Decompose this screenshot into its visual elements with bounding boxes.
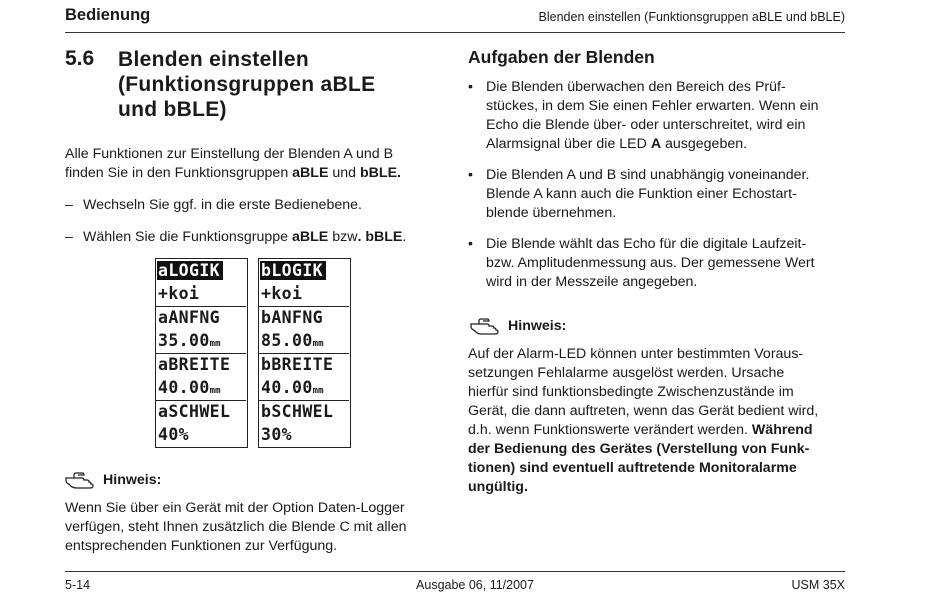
- lcd-cell: [259, 259, 349, 306]
- lcd-unit: mm: [209, 339, 221, 349]
- lcd-value: 35.00mm: [158, 331, 221, 350]
- note-line: hierfür sind funktionsbedingte Zwischenzustände im: [468, 384, 794, 400]
- lcd-cell: [259, 400, 349, 447]
- lcd-value: +koi: [261, 284, 303, 303]
- note-paragraph: [468, 345, 848, 497]
- pointing-hand-icon: [65, 471, 97, 489]
- subsection-heading: Aufgaben der Blenden: [468, 47, 655, 67]
- page-header-title: Bedienung: [65, 6, 151, 24]
- pointing-hand-icon: [470, 317, 502, 335]
- note-label: Hinweis:: [103, 472, 162, 488]
- led-label: A: [650, 136, 662, 152]
- lcd-display-a: [155, 258, 248, 448]
- note-paragraph: [65, 499, 445, 556]
- section-title-line: und bBLE): [118, 98, 227, 121]
- bullet-marker: •: [468, 79, 473, 95]
- group-name: bBLE.: [360, 165, 401, 181]
- lcd-cell: [156, 353, 246, 400]
- lcd-cell: [259, 353, 349, 400]
- bullet-text: Die Blende wählt das Echo für die digitale Laufzeit- bzw. Amplitudenmessung aus. Der gemessene Wert wird in der Messzeile angegeben.: [486, 236, 815, 290]
- lcd-cell: [156, 400, 246, 447]
- note-line: setzungen Fehlalarme ausgelöst werden. Ursache: [468, 365, 785, 381]
- lcd-function-group-selected: bLOGIK: [260, 261, 326, 280]
- lcd-function: bBREITE: [261, 355, 334, 374]
- intro-paragraph: [65, 145, 445, 183]
- lcd-cell: [156, 306, 246, 353]
- lcd-value: 40.00mm: [158, 378, 221, 397]
- lcd-cell: [259, 306, 349, 353]
- lcd-function-group-selected: aLOGIK: [157, 261, 223, 280]
- lcd-value: 40.00mm: [261, 378, 324, 397]
- dash-marker: –: [65, 197, 73, 213]
- note-line: Auf der Alarm-LED können unter bestimmten Voraus-: [468, 346, 804, 362]
- lcd-function: aBREITE: [158, 355, 231, 374]
- lcd-function: bANFNG: [261, 308, 324, 327]
- step-text: Wechseln Sie ggf. in die erste Bedienebene.: [83, 197, 362, 213]
- note-label: Hinweis:: [508, 318, 567, 334]
- note-line: verfügen, steht Ihnen zusätzlich die Blende C mit allen: [65, 519, 407, 535]
- note-line: entsprechenden Funktionen zur Verfügung.: [65, 538, 338, 554]
- lcd-function: bSCHWEL: [261, 402, 334, 421]
- lcd-unit: mm: [312, 386, 324, 396]
- lcd-value: +koi: [158, 284, 200, 303]
- header-rule: [65, 32, 845, 33]
- lcd-value: 85.00mm: [261, 331, 324, 350]
- bullet-text: Die Blenden überwachen den Bereich des Prüf- stückes, in dem Sie einen Fehler erwarten. Wenn ein Echo die Blende über- oder unterschreitet, wird ein Alarmsignal über die LED A ausgegeben.: [486, 79, 819, 152]
- intro-line: finden Sie in den Funktionsgruppen aBLE und bBLE.: [65, 165, 401, 181]
- note-line: d.h. wenn Funktionswerte verändert werden. Während: [468, 422, 813, 438]
- edition-info: Ausgabe 06, 11/2007: [416, 578, 534, 592]
- intro-line: Alle Funktionen zur Einstellung der Blenden A und B: [65, 146, 394, 162]
- dash-marker: –: [65, 229, 73, 245]
- lcd-cell: [156, 259, 246, 306]
- bullet-text: Die Blenden A und B sind unabhängig voneinander. Blende A kann auch die Funktion einer Echostart- blende übernehmen.: [486, 167, 810, 221]
- lcd-value: 40%: [158, 425, 190, 444]
- section-title-line: (Funktionsgruppen aBLE: [118, 73, 376, 96]
- lcd-function: aSCHWEL: [158, 402, 231, 421]
- lcd-display-b: [258, 258, 351, 448]
- lcd-function: aANFNG: [158, 308, 221, 327]
- lcd-value: 30%: [261, 425, 293, 444]
- note-line-bold: ungültig.: [468, 479, 528, 495]
- note-line-bold: tionen) sind eventuell auftretende Monitoralarme: [468, 460, 797, 476]
- section-title-line: Blenden einstellen: [118, 48, 309, 71]
- page-number: 5-14: [65, 578, 91, 592]
- step-text: Wählen Sie die Funktionsgruppe aBLE bzw. bBLE.: [83, 229, 407, 245]
- device-model: USM 35X: [791, 578, 845, 592]
- lcd-unit: mm: [209, 386, 221, 396]
- section-number: 5.6: [65, 47, 95, 70]
- note-heading: [470, 317, 566, 335]
- bullet-marker: •: [468, 167, 473, 183]
- note-line: Gerät, die dann auftreten, wenn das Gerät bedient wird,: [468, 403, 819, 419]
- group-name: aBLE: [292, 165, 329, 181]
- footer-rule: [65, 571, 845, 572]
- page-header-chapter: Blenden einstellen (Funktionsgruppen aBLE und bBLE): [538, 10, 845, 24]
- note-line: Wenn Sie über ein Gerät mit der Option Daten-Logger: [65, 500, 405, 516]
- bullet-marker: •: [468, 236, 473, 252]
- note-line-bold: der Bedienung des Gerätes (Verstellung von Funk-: [468, 441, 810, 457]
- note-heading: [65, 471, 161, 489]
- lcd-unit: mm: [312, 339, 324, 349]
- section-title: [118, 47, 375, 122]
